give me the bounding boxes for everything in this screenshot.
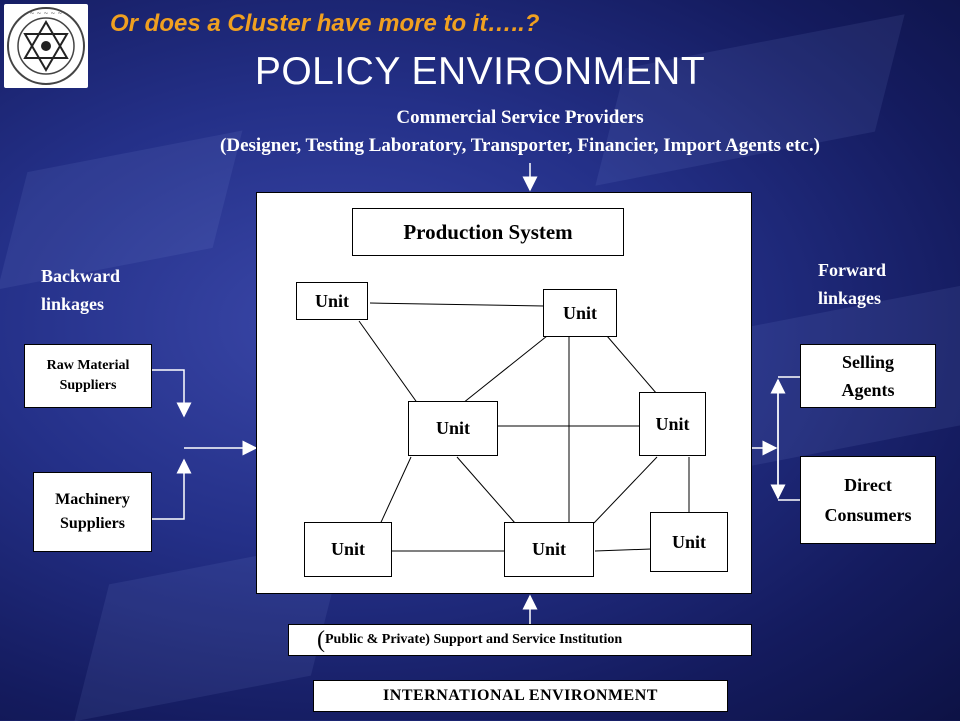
csp-examples: (Designer, Testing Laboratory, Transporter, Financier, Import Agents etc.) bbox=[220, 135, 820, 156]
forward-linkages-label: Forward linkages bbox=[818, 260, 886, 308]
direct-consumers-box: Direct Consumers bbox=[800, 456, 936, 544]
unit-box: Unit bbox=[304, 522, 392, 577]
raw-material-connector bbox=[152, 370, 184, 416]
unit-box: Unit bbox=[504, 522, 594, 577]
support-institution-text: Public & Private) Support and Service Institution bbox=[325, 632, 623, 647]
raw-material-suppliers-box: Raw Material Suppliers bbox=[24, 344, 152, 408]
machinery-connector bbox=[152, 460, 184, 519]
csp-heading: Commercial Service Providers bbox=[396, 107, 644, 128]
international-environment-box: INTERNATIONAL ENVIRONMENT bbox=[313, 680, 728, 712]
selling-agents-box: Selling Agents bbox=[800, 344, 936, 408]
support-paren: ( bbox=[317, 626, 325, 653]
svg-text:~ ~ ~ ~ ~: ~ ~ ~ ~ ~ bbox=[29, 10, 63, 17]
production-system-title: Production System bbox=[352, 208, 624, 256]
backward-linkages-label: Backward linkages bbox=[41, 266, 121, 314]
support-institution-box bbox=[288, 624, 752, 656]
unit-box: Unit bbox=[639, 392, 706, 456]
machinery-suppliers-box: Machinery Suppliers bbox=[33, 472, 152, 552]
unit-box: Unit bbox=[543, 289, 617, 337]
unit-box: Unit bbox=[408, 401, 498, 456]
unit-box: Unit bbox=[650, 512, 728, 572]
unit-box: Unit bbox=[296, 282, 368, 320]
tagline: Or does a Cluster have more to it…..? bbox=[110, 10, 540, 37]
page-title: POLICY ENVIRONMENT bbox=[254, 50, 706, 93]
